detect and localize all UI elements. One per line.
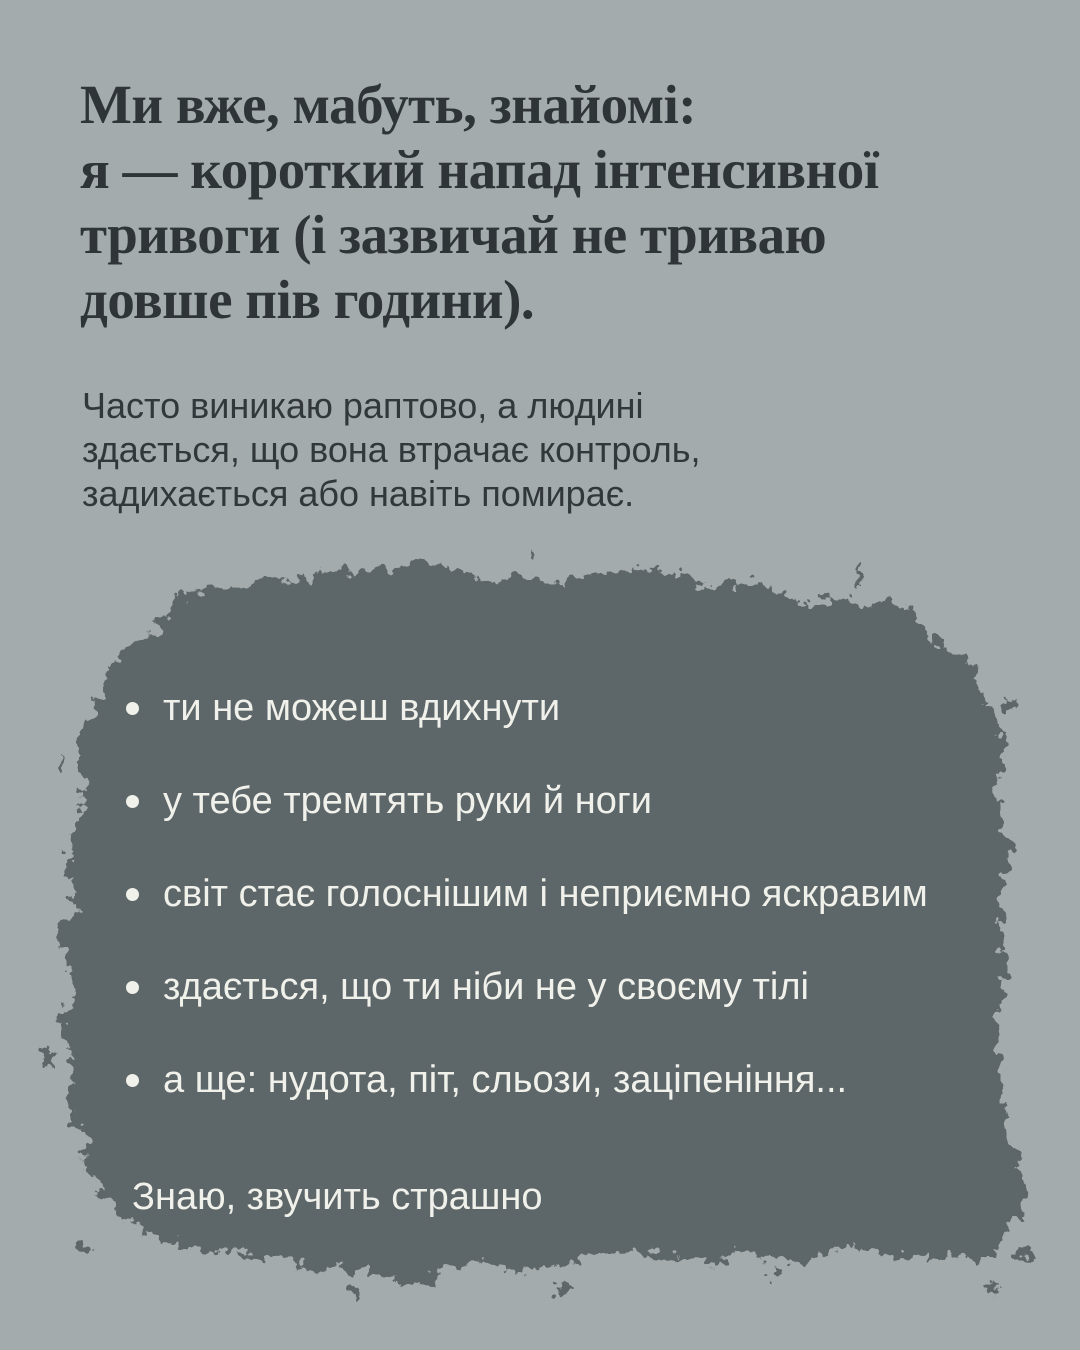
heading-line: я — короткий напад інтенсивної (80, 139, 879, 200)
paint-speckle (36, 1054, 48, 1066)
bullet-icon (126, 702, 139, 715)
bullet-icon (126, 795, 139, 808)
list-item (126, 965, 1006, 1009)
symptom-list (126, 686, 1006, 1219)
paint-speckle (344, 1294, 356, 1306)
list-item (126, 1058, 1006, 1102)
intro-line: задихається або навіть помирає. (82, 473, 635, 514)
paint-speckle (50, 757, 60, 767)
bullet-icon (126, 981, 139, 994)
bullet-icon (126, 1074, 139, 1087)
list-item (126, 686, 1006, 730)
paint-speckle (775, 1267, 785, 1277)
symptom-text: світ стає голоснішим і неприємно яскравим (163, 873, 928, 915)
paint-speckle (555, 1287, 565, 1297)
heading-line: Ми вже, мабуть, знайомі: (80, 74, 697, 135)
heading-line: тривоги (і зазвичай не триваю (80, 204, 827, 265)
paint-speckle (990, 1287, 1000, 1297)
intro-line: здається, що вона втрачає контроль, (82, 429, 701, 470)
symptom-text: здається, що ти ніби не у своєму тілі (163, 966, 809, 1008)
list-item (126, 779, 1006, 823)
paint-speckle (295, 593, 305, 603)
paint-speckle (86, 1236, 98, 1248)
symptom-text: у тебе тремтять руки й ноги (163, 780, 652, 822)
paint-speckle (1026, 1242, 1038, 1254)
list-item (126, 872, 1006, 916)
symptom-text: а ще: нудота, піт, сльози, заціпеніння... (163, 1059, 848, 1101)
heading-line: довше пів години). (80, 269, 535, 330)
bullet-icon (126, 888, 139, 901)
paint-speckle (855, 578, 865, 588)
symptom-text: ти не можеш вдихнути (163, 687, 561, 729)
intro-line: Часто виникаю раптово, а людині (82, 385, 644, 426)
closing-note: Знаю, звучить страшно (132, 1176, 543, 1218)
paint-speckle (516, 548, 524, 556)
